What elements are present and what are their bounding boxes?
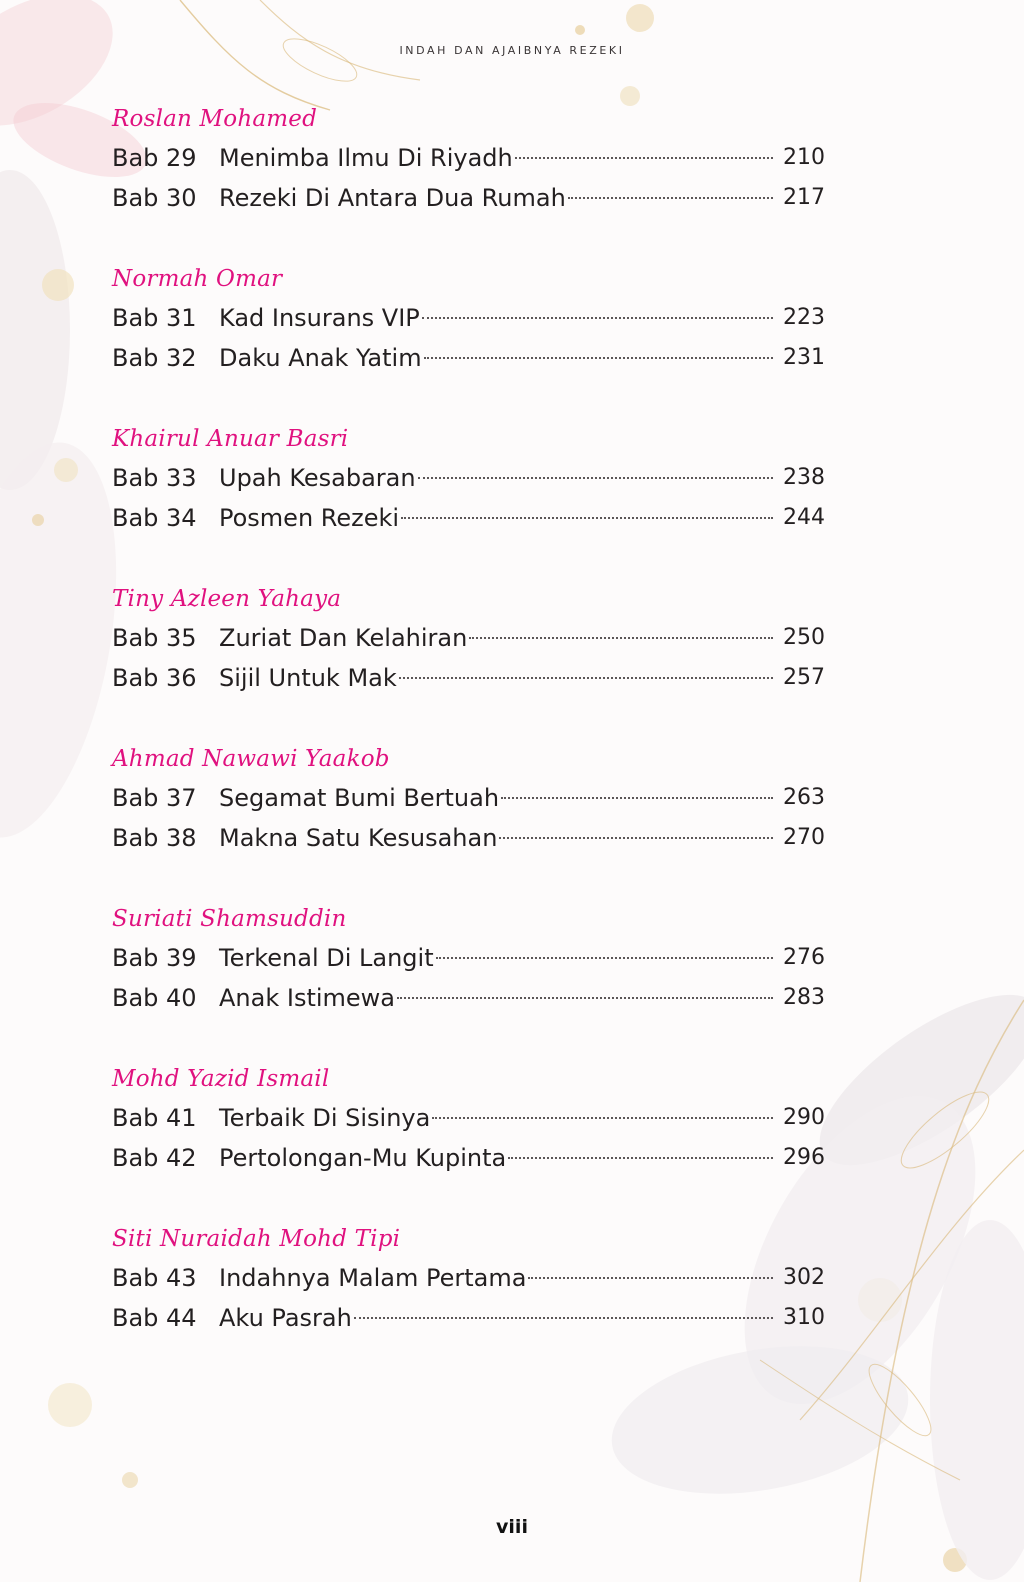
- author-name: Siti Nuraidah Mohd Tipi: [112, 1226, 401, 1252]
- running-header: INDAH DAN AJAIBNYA REZEKI: [399, 44, 625, 57]
- toc-entry[interactable]: [112, 138, 832, 178]
- page-ref: 210: [783, 145, 825, 170]
- toc-section: [112, 900, 832, 1018]
- author-name: Normah Omar: [112, 266, 283, 292]
- page-ref: 296: [783, 1145, 825, 1170]
- page-ref: 238: [783, 465, 825, 490]
- chapter-title: Terkenal Di Langit: [219, 944, 434, 972]
- toc-entry[interactable]: [112, 458, 832, 498]
- chapter-number: Bab 34: [112, 504, 197, 532]
- dot-leader: [418, 476, 773, 479]
- chapter-number: Bab 35: [112, 624, 197, 652]
- toc-entry[interactable]: [112, 1258, 832, 1298]
- toc-entry[interactable]: [112, 778, 832, 818]
- dot-leader: [568, 196, 773, 199]
- chapter-number: Bab 40: [112, 984, 197, 1012]
- toc-entry[interactable]: [112, 298, 832, 338]
- toc-entry[interactable]: [112, 338, 832, 378]
- dot-leader: [528, 1276, 773, 1279]
- chapter-number: Bab 29: [112, 144, 197, 172]
- chapter-title: Daku Anak Yatim: [219, 344, 422, 372]
- toc-entry[interactable]: [112, 978, 832, 1018]
- author-name: Tiny Azleen Yahaya: [112, 586, 342, 612]
- author-name: Ahmad Nawawi Yaakob: [112, 746, 390, 772]
- toc-entry[interactable]: [112, 1098, 832, 1138]
- chapter-number: Bab 41: [112, 1104, 197, 1132]
- toc-section: [112, 100, 832, 218]
- chapter-number: Bab 33: [112, 464, 197, 492]
- page-ref: 270: [783, 825, 825, 850]
- page-ref: 231: [783, 345, 825, 370]
- page-ref: 244: [783, 505, 825, 530]
- chapter-title: Aku Pasrah: [219, 1304, 352, 1332]
- dot-leader: [508, 1156, 773, 1159]
- chapter-title: Anak Istimewa: [219, 984, 396, 1012]
- chapter-title: Segamat Bumi Bertuah: [219, 784, 500, 812]
- dot-leader: [401, 516, 773, 519]
- toc-section: [112, 740, 832, 858]
- toc-entry[interactable]: [112, 658, 832, 698]
- chapter-number: Bab 42: [112, 1144, 197, 1172]
- dot-leader: [501, 796, 773, 799]
- chapter-title: Zuriat Dan Kelahiran: [219, 624, 468, 652]
- chapter-title: Kad Insurans VIP: [219, 304, 420, 332]
- author-name: Roslan Mohamed: [112, 106, 318, 132]
- chapter-number: Bab 38: [112, 824, 197, 852]
- page-ref: 257: [783, 665, 825, 690]
- dot-leader: [397, 996, 773, 999]
- page-ref: 283: [783, 985, 825, 1010]
- page-ref: 310: [783, 1305, 825, 1330]
- chapter-number: Bab 32: [112, 344, 197, 372]
- toc-entry[interactable]: [112, 178, 832, 218]
- chapter-number: Bab 44: [112, 1304, 197, 1332]
- chapter-number: Bab 37: [112, 784, 197, 812]
- chapter-title: Menimba Ilmu Di Riyadh: [219, 144, 513, 172]
- toc-section: [112, 1060, 832, 1178]
- chapter-title: Indahnya Malam Pertama: [219, 1264, 527, 1292]
- dot-leader: [499, 836, 773, 839]
- dot-leader: [354, 1316, 773, 1319]
- toc-entry[interactable]: [112, 1298, 832, 1338]
- chapter-title: Makna Satu Kesusahan: [219, 824, 498, 852]
- page-ref: 302: [783, 1265, 825, 1290]
- toc-section: [112, 1220, 832, 1338]
- toc-section: [112, 420, 832, 538]
- page-ref: 250: [783, 625, 825, 650]
- page-ref: 276: [783, 945, 825, 970]
- toc-entry[interactable]: [112, 1138, 832, 1178]
- table-of-contents: [112, 100, 832, 1338]
- author-name: Khairul Anuar Basri: [112, 426, 349, 452]
- dot-leader: [515, 156, 773, 159]
- toc-entry[interactable]: [112, 818, 832, 858]
- chapter-title: Posmen Rezeki: [219, 504, 400, 532]
- chapter-title: Upah Kesabaran: [219, 464, 416, 492]
- chapter-title: Pertolongan-Mu Kupinta: [219, 1144, 507, 1172]
- chapter-title: Terbaik Di Sisinya: [219, 1104, 431, 1132]
- toc-entry[interactable]: [112, 498, 832, 538]
- author-name: Mohd Yazid Ismail: [112, 1066, 330, 1092]
- toc-entry[interactable]: [112, 618, 832, 658]
- page-number: viii: [496, 1516, 528, 1538]
- chapter-number: Bab 39: [112, 944, 197, 972]
- toc-section: [112, 260, 832, 378]
- dot-leader: [399, 676, 773, 679]
- page-ref: 263: [783, 785, 825, 810]
- chapter-number: Bab 43: [112, 1264, 197, 1292]
- chapter-number: Bab 31: [112, 304, 197, 332]
- toc-entry[interactable]: [112, 938, 832, 978]
- chapter-title: Rezeki Di Antara Dua Rumah: [219, 184, 566, 212]
- dot-leader: [422, 316, 773, 319]
- page-ref: 290: [783, 1105, 825, 1130]
- page-ref: 223: [783, 305, 825, 330]
- dot-leader: [469, 636, 773, 639]
- dot-leader: [432, 1116, 773, 1119]
- chapter-number: Bab 36: [112, 664, 197, 692]
- page-ref: 217: [783, 185, 825, 210]
- chapter-title: Sijil Untuk Mak: [219, 664, 397, 692]
- dot-leader: [424, 356, 773, 359]
- dot-leader: [436, 956, 773, 959]
- toc-section: [112, 580, 832, 698]
- chapter-number: Bab 30: [112, 184, 197, 212]
- author-name: Suriati Shamsuddin: [112, 906, 347, 932]
